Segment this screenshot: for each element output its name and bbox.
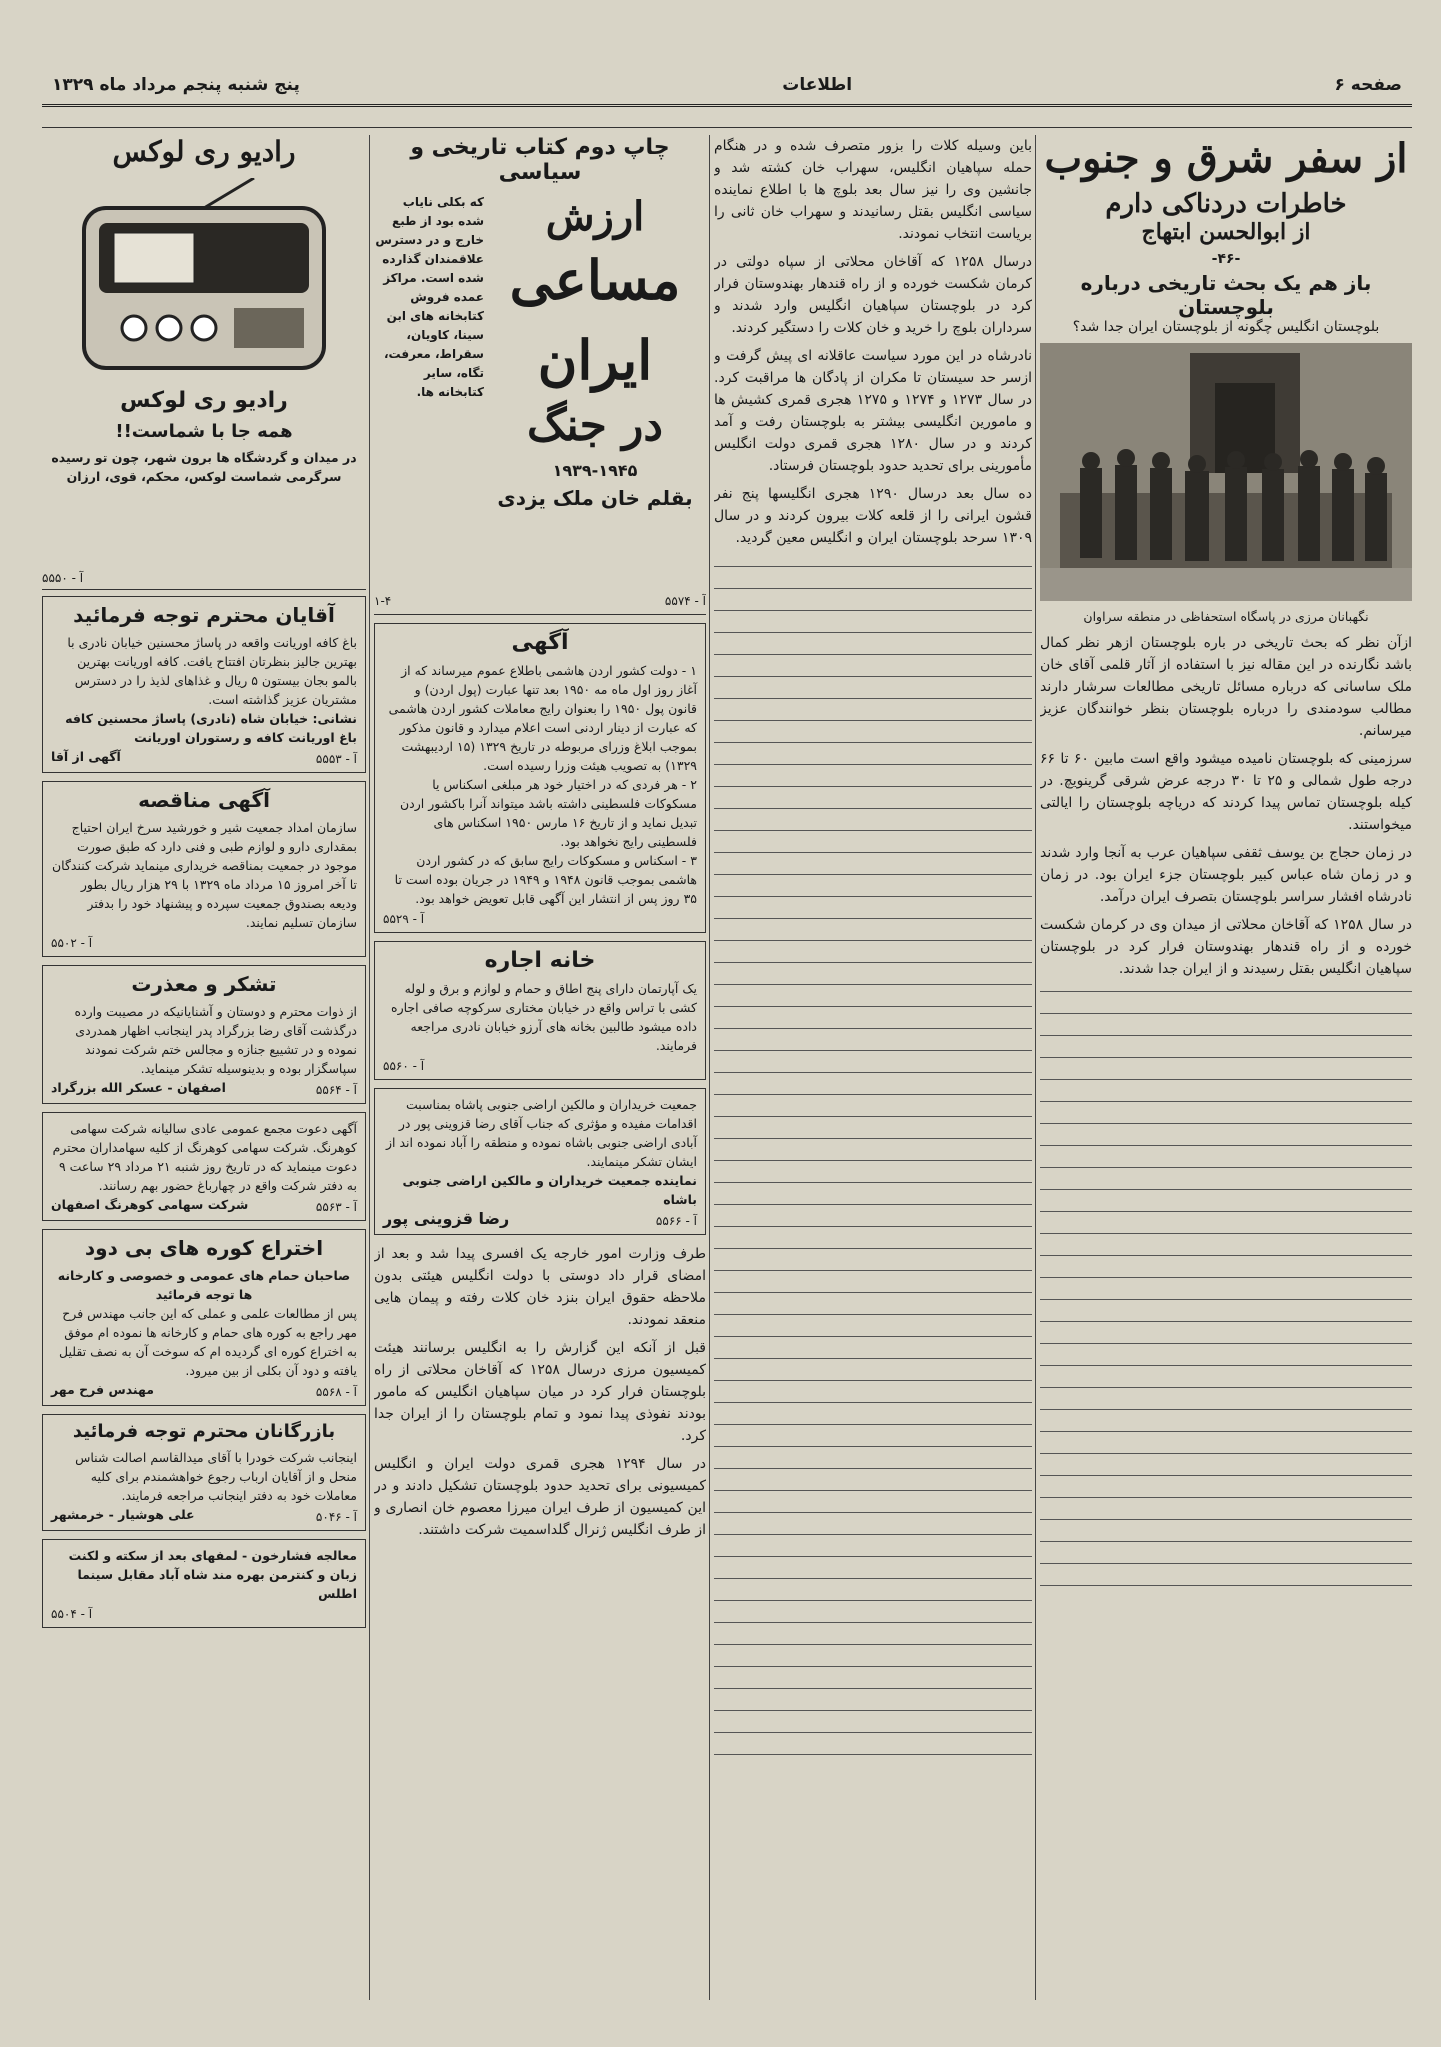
book-title-part2: مساعی ایران bbox=[509, 248, 681, 392]
article-paragraph: سرزمینی که بلوچستان نامیده میشود واقع است مابین ۶۰ تا ۶۶ درجه طول شمالی و ۲۵ تا ۳۰ درجه عرض شرقی گرینویچ. در کیله بلوچستان تماس پیدا کردند که دریاچه بلوچستان را ایالتی میخواستند. bbox=[1040, 751, 1412, 833]
ad-code: آ - ۵۵۲۹ bbox=[383, 912, 425, 926]
article-paragraph: در سال ۱۲۵۸ که آقاخان محلاتی از میدان وی در کرمان شکست خورده و از راه قندهار بهندوستان فرار کرد در بلوچستان سپاهیان انگلیس بقتل رسیدند و از ایران جدا شدند. bbox=[1040, 917, 1412, 977]
column-ads bbox=[42, 135, 366, 2000]
radio-agents: در میدان و گردشگاه ها برون شهر، چون تو رسیده سرگرمی شماست لوکس، محکم، قوی، ارزان bbox=[51, 450, 357, 484]
column-notices bbox=[374, 135, 706, 2000]
clinic-text: معالجه فشارخون - لمفهای بعد از سکته و لکنت زبان و کنترمن بهره مند شاه آباد مقابل سینما اطلس bbox=[68, 1548, 357, 1601]
border-guards-photo bbox=[1040, 343, 1412, 601]
ad-code: آ - ۵۵۵۳ bbox=[315, 751, 357, 766]
radio-brand: رادیو ری لوکس bbox=[112, 135, 296, 168]
invention-title: اختراع کوره های بی دود bbox=[84, 1236, 324, 1260]
cafe-ad bbox=[42, 596, 366, 773]
traders-text: اینجانب شرکت خودرا با آقای میدالقاسم اصالت شناس منحل و از آقایان ارباب رجوع خواهشمندم برای کلیه معاملات خود به دفتر اینجانب مراجعه فرمایند. bbox=[75, 1450, 357, 1503]
house-rent-ad bbox=[374, 941, 706, 1080]
ad-code: آ - ۵۵۵۰ bbox=[42, 571, 84, 585]
traders-signature: علی هوشیار - خرمشهر bbox=[51, 1507, 195, 1522]
thanks-text: از ذوات محترم و دوستان و آشنایانیکه در مصیبت وارده درگذشت آقای رضا بزرگراد پدر اینجانب اظهار همدردی نموده و در تشییع جنازه و مجالس ختم شرکت نمودند سپاسگزار بوده و بدینوسیله تشکر مینماید. bbox=[74, 1004, 357, 1076]
invention-signature: مهندس فرح مهر bbox=[51, 1382, 155, 1397]
text-filler bbox=[714, 555, 1032, 1755]
book-title-part3: در جنگ bbox=[526, 400, 664, 451]
rent-title: خانه اجاره bbox=[484, 948, 596, 973]
thanks-title: تشکر و معذرت bbox=[131, 972, 277, 996]
article-part: -۴۶- bbox=[1211, 251, 1241, 267]
cafe-address: نشانی: خیابان شاه (نادری) پاساژ محسنین کافه باغ اوریانت کافه و رستوران اوریانت bbox=[65, 711, 357, 745]
radio-tagline: همه جا با شماست!! bbox=[115, 421, 293, 442]
thanks-signature: اصفهان - عسکر الله بزرگراد bbox=[51, 1080, 226, 1095]
tender-ad bbox=[42, 781, 366, 957]
tender-text: سازمان امداد جمعیت شیر و خورشید سرخ ایران احتیاج بمقداری دارو و لوازم طبی و فنی دارد که طبق صورت موجود در جمعیت بمناقصه خریداری مینماید شرکت کنندگان تا آخر امروز ۱۵ مرداد ماه ۱۳۲۹ با ۲۹ هزار ریال بطور ودیعه بصندوق جمعیت سپرده و پیشنهاد خود را بدفتر سازمان تسلیم نمایند. bbox=[51, 820, 357, 930]
article-section-title: باز هم یک بحث تاریخی درباره بلوچستان bbox=[1080, 271, 1372, 319]
masthead bbox=[42, 65, 1412, 107]
thanks-ad bbox=[42, 965, 366, 1104]
column-rule bbox=[369, 135, 370, 2000]
article-paragraph: ازآن نظر که بحث تاریخی در باره بلوچستان ازهر نظر کمال باشد نگارنده در این مقاله نیز با استفاده از آثار قلمی آقای خان ملک ساسانی که درباره مسائل تاریخی مطالعات سرشار دارند مطالب سودمندی را درباره بلوچستان بنظر خوانندگان عزیز میرسانم. bbox=[1040, 635, 1412, 739]
notice-title: آگهی bbox=[511, 630, 569, 655]
ad-code: آ - ۵۵۰۲ bbox=[51, 936, 93, 950]
notice-text: ۱ - دولت کشور اردن هاشمی باطلاع عموم میرساند که از آغاز روز اول ماه مه ۱۹۵۰ بعد تنها عبارت (پول اردن) و قانون پول ۱۹۵۰ را بعنوان رایج معاملات کشور اردن هاشمی که عبارت از دینار اردنی است اعلام میدارد و قانون مذکور بموجب ابلاغ وزرای مربوطه در تاریخ ۱۳۲۹ (۱۵ اردیبهشت ۱۳۲۹) به تصویب هیئت وزرا رسیده است. bbox=[388, 663, 697, 773]
traders-title: بازرگانان محترم توجه فرمائید bbox=[72, 1421, 336, 1442]
notice-text: ۳ - اسکناس و مسکوکات رایج سابق که در کشور اردن هاشمی بموجب قانون ۱۹۴۸ و ۱۹۴۹ در جریان بوده است تا ۳۵ روز پس از انتشار این آگهی قابل تعویض خواهد بود. bbox=[394, 853, 697, 906]
radio-illustration bbox=[54, 178, 354, 378]
paper-name: اطلاعات bbox=[782, 74, 853, 95]
cafe-text: باغ کافه اوریانت واقعه در پاساژ محسنین خیابان نادری با بهترین جالیز بنظرتان افتتاح یافت. کافه اوریانت بهترین بالمو بجان بیستون ۵ ریال و غذاهای لذیذ را در دسترس مشتریان عزیز گذاشته است. bbox=[67, 635, 357, 707]
article-paragraph: قبل از آنکه این گزارش را به انگلیس برسانند هیئت کمیسیون مرزی درسال ۱۲۵۸ که آقاخان محلاتی از راه بلوچستان فرار کرد در میان سپاهیان انگلیس که مامور بودند نفوذی پیدا نمود و تمام بلوچستان را از ایران جدا کرد. bbox=[374, 1340, 706, 1444]
land-owners-thanks bbox=[374, 1088, 706, 1235]
article-section-subtitle: بلوچستان انگلیس چگونه از بلوچستان ایران جدا شد؟ bbox=[1072, 319, 1380, 335]
article-paragraph: نادرشاه در این مورد سیاست عاقلانه ای پیش گرفت و ازسر حد سیستان تا مکران از پادگان ها مراقبت کرد. در سال ۱۲۷۳ و ۱۲۷۴ و ۱۲۷۵ هجری قمری کشیش ها و مامورین انگلیسی بیشتر به بلوچستان رفت و آمد کردند و در سال ۱۲۸۰ هجری قمری دولت انگلیس مأمورینی برای تحدید حدود بلوچستان فرستاد. bbox=[714, 348, 1032, 474]
article-headline: از سفر شرق و جنوب bbox=[1044, 135, 1408, 182]
article-subheadline: خاطرات دردناکی دارم bbox=[1105, 189, 1347, 219]
ad-code: آ - ۵۵۶۴ bbox=[315, 1082, 357, 1097]
book-author: بقلم خان ملک یزدی bbox=[497, 486, 693, 510]
cafe-signature: آگهی از آقا bbox=[51, 749, 121, 764]
issue-date: پنج شنبه پنجم مرداد ماه ۱۳۲۹ bbox=[52, 74, 300, 95]
ad-code: آ - ۵۵۶۶ bbox=[655, 1213, 697, 1228]
meeting-text: آگهی دعوت مجمع عمومی عادی سالیانه شرکت سهامی کوهرنگ. شرکت سهامی کوهرنگ از کلیه سهامداران محترم دعوت مینماید که در تاریخ روز شنبه ۲۱ مرداد ۲۹ ساعت ۹ به دفتر شرکت واقع در چهارباغ حضور بهم رسانند. bbox=[52, 1121, 357, 1193]
land-text: جمعیت خریداران و مالکین اراضی جنوبی پاشاه بمناسبت اقدامات مفیده و مؤثری که جناب آقای رضا قزوینی پور در آبادی اراضی جنوبی باشاه نموده و منطقه را آباد نموده اند از ایشان تشکر مینمایند. bbox=[385, 1097, 697, 1169]
article-byline: از ابوالحسن ابتهاج bbox=[1141, 219, 1311, 245]
book-side-note: که بکلی نایاب شده بود از طبع خارج و در دسترس علاقمندان گذارده شده است. مراکز عمده فروش کتابخانه های ابن سینا، کاویان، سقراط، معرفت، تگاه، سایر کتابخانه ها. bbox=[375, 195, 484, 399]
ad-code: ۱-۴ bbox=[374, 594, 392, 608]
article-paragraph: درسال ۱۲۵۸ که آقاخان محلاتی از سپاه دولتی در کرمان شکست خورده و از راه قندهار بهندوستان فرار کرد در بلوچستان سپاهیان انگلیس وارد شدند و سرداران بلوچ را خرید و خان کلات را دستگیر کردند. bbox=[714, 254, 1032, 336]
column-travel-article bbox=[1040, 135, 1412, 2000]
cafe-title: آقایان محترم توجه فرمائید bbox=[73, 603, 335, 627]
text-filler bbox=[1040, 986, 1412, 1586]
column-rule bbox=[709, 135, 710, 2000]
column-rule bbox=[1035, 135, 1036, 2000]
radio-brand-second: رادیو ری لوکس bbox=[120, 388, 288, 413]
notice-text: ۲ - هر فردی که در اختیار خود هر مبلغی اسکناس یا مسکوکات فلسطینی داشته باشد میتواند آنرا باکشور اردن تبدیل نماید و از تاریخ ۱۶ مارس ۱۹۵۰ اسکناس های فلسطینی رایج نخواهد بود. bbox=[399, 777, 697, 849]
book-ad-header: چاپ دوم کتاب تاریخی و سیاسی bbox=[410, 135, 670, 185]
meeting-signature: شرکت سهامی کوهرنگ اصفهان bbox=[51, 1197, 249, 1212]
jordan-currency-notice bbox=[374, 623, 706, 933]
ad-code: آ - ۵۵۶۸ bbox=[315, 1384, 357, 1399]
newspaper-page bbox=[42, 55, 1412, 2010]
ad-code: آ - ۵۰۴۶ bbox=[315, 1509, 357, 1524]
article-paragraph: در زمان حجاج بن یوسف ثقفی سپاهیان عرب به آنجا وارد شدند و در زمان شاه عباس کبیر بلوچستان جزء ایران بود. در زمان نادرشاه افشار سراسر بلوچستان بتصرف ایران درآمد. bbox=[1040, 845, 1412, 905]
land-name: رضا قزوینی پور bbox=[383, 1209, 510, 1228]
masthead-rule bbox=[42, 127, 1412, 128]
invention-ad bbox=[42, 1229, 366, 1406]
rent-text: یک آپارتمان دارای پنج اطاق و حمام و لوازم و برق و لوله کشی با تراس واقع در خیابان مختاری سرکوچه صافی اجاره داده میشود طالبین بخانه های آرزو خیابان نادری مراجعه فرمایند. bbox=[391, 981, 697, 1053]
book-title-part1: ارزش bbox=[545, 193, 645, 240]
ad-code: آ - ۵۵۰۴ bbox=[51, 1607, 93, 1621]
book-dates: ۱۹۳۹-۱۹۴۵ bbox=[552, 461, 638, 480]
photo-caption: نگهبانان مرزی در پاسگاه استحفاظی در منطقه سراوان bbox=[1083, 609, 1369, 624]
traders-ad bbox=[42, 1414, 366, 1531]
invention-subtitle: صاحبان حمام های عمومی و خصوصی و کارخانه ها توجه فرمائید bbox=[57, 1268, 351, 1302]
meeting-ad bbox=[42, 1112, 366, 1221]
ad-code: آ - ۵۵۶۳ bbox=[315, 1199, 357, 1214]
page-number: صفحه ۶ bbox=[1334, 74, 1402, 95]
ad-code: آ - ۵۵۶۰ bbox=[383, 1059, 425, 1073]
clinic-ad bbox=[42, 1539, 366, 1628]
article-paragraph: در سال ۱۲۹۴ هجری قمری دولت ایران و انگلیس کمیسیونی برای تحدید حدود بلوچستان تشکیل دادند و در این کمیسیون از طرف ایران میرزا معصوم خان انصاری و از طرف انگلیس ژنرال گلداسمیت شرکت داشتند. bbox=[374, 1456, 706, 1538]
article-paragraph: ده سال بعد درسال ۱۲۹۰ هجری انگلیسها پنج نفر قشون ایرانی را از قلعه کلات بیرون کردند و در سال ۱۳۰۹ سرحد بلوچستان ایران و انگلیس معین گردید. bbox=[714, 486, 1032, 546]
tender-title: آگهی مناقصه bbox=[138, 788, 270, 812]
land-signature: نماینده جمعیت خریداران و مالکین اراضی جنوبی باشاه bbox=[402, 1173, 697, 1207]
book-ad bbox=[374, 135, 706, 615]
radio-ad bbox=[42, 135, 366, 590]
column-article-continued bbox=[714, 135, 1032, 2000]
article-paragraph: باین وسیله کلات را بزور متصرف شده و در هنگام حمله سپاهیان انگلیس، سهراب خان کشته شد و جانشین وی را نیز سال بعد بلوچ ها با اطلاع نماینده سیاسی انگلیس بقتل رسانیدند و سهراب خان ثانی را بریاست انتخاب نمودند. bbox=[714, 138, 1032, 242]
article-paragraph: طرف وزارت امور خارجه یک افسری پیدا شد و بعد از امضای قرار داد دوستی با دولت انگلیس هیئتی بدون ملاحظه حقوق ایران بنزد خان کلات رفته و پیمان هایی منعقد نمودند. bbox=[374, 1246, 706, 1328]
invention-text: پس از مطالعات علمی و عملی که این جانب مهندس فرح مهر راجع به کوره های حمام و کارخانه ها نموده ام موفق به اختراع کوره ای گردیده ام که سوخت آن به نصف تقلیل یافته و دود آن بکلی از بین میرود. bbox=[58, 1306, 357, 1378]
ad-code: آ - ۵۵۷۴ bbox=[664, 594, 706, 608]
